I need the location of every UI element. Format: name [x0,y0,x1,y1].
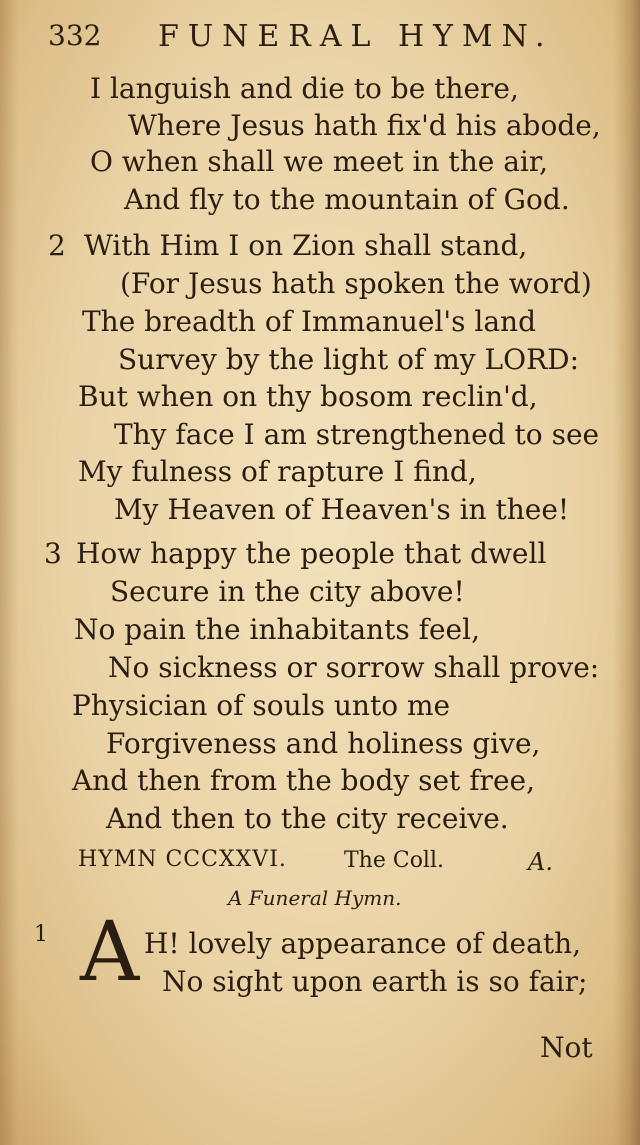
stanza-2-line-5: But when on thy bosom reclin'd, [78,380,538,413]
stanza-2-line-3: The breadth of Immanuel's land [82,305,537,338]
stanza-3-line-6: Forgiveness and holiness give, [106,727,541,760]
stanza-3-line-8: And then to the city receive. [106,802,509,835]
stanza-3-number: 3 [44,537,62,570]
stanza-1-line-4: And fly to the mountain of God. [124,183,570,216]
stanza-2-line-2: (For Jesus hath spoken the word) [120,267,592,300]
stanza-2-line-8: My Heaven of Heaven's in thee! [114,493,570,526]
page-left-shadow [0,0,18,1145]
stanza-3-line-4: No sickness or sorrow shall prove: [108,651,600,684]
hymn-heading: HYMN CCCXXVI. [78,847,287,872]
stanza-2-number: 2 [48,229,66,262]
stanza-3-line-5: Physician of souls unto me [72,689,451,722]
stanza-2-line-6: Thy face I am strengthened to see [114,418,600,451]
stanza-2-line-7: My fulness of rapture I find, [78,455,477,488]
stanza-1-line-1: I languish and die to be there, [90,72,519,105]
stanza-3-line-2: Secure in the city above! [110,575,465,608]
next-hymn-line-1: H! lovely appearance of death, [144,927,582,960]
page-number: 332 [48,19,102,52]
page-right-shadow [614,0,640,1145]
next-hymn-line-2: No sight upon earth is so fair; [162,965,588,998]
catchword: Not [540,1031,593,1064]
hymn-subtitle: A Funeral Hymn. [228,886,402,910]
drop-cap-letter: A [80,905,140,1000]
hymn-meter: The Coll. [344,848,444,873]
stanza-1-line-2: Where Jesus hath fix'd his abode, [128,109,601,142]
stanza-2-line-4: Survey by the light of my LORD: [118,343,580,376]
stanza-1-line-3: O when shall we meet in the air, [90,145,549,178]
hymn-letter: A. [528,848,553,876]
stanza-3-line-7: And then from the body set free, [72,764,535,797]
next-stanza-number: 1 [34,922,48,947]
running-title: FUNERAL HYMN. [158,19,554,54]
stanza-3-line-1: How happy the people that dwell [76,537,547,570]
stanza-3-line-3: No pain the inhabitants feel, [74,613,480,646]
stanza-2-line-1: With Him I on Zion shall stand, [84,229,528,262]
